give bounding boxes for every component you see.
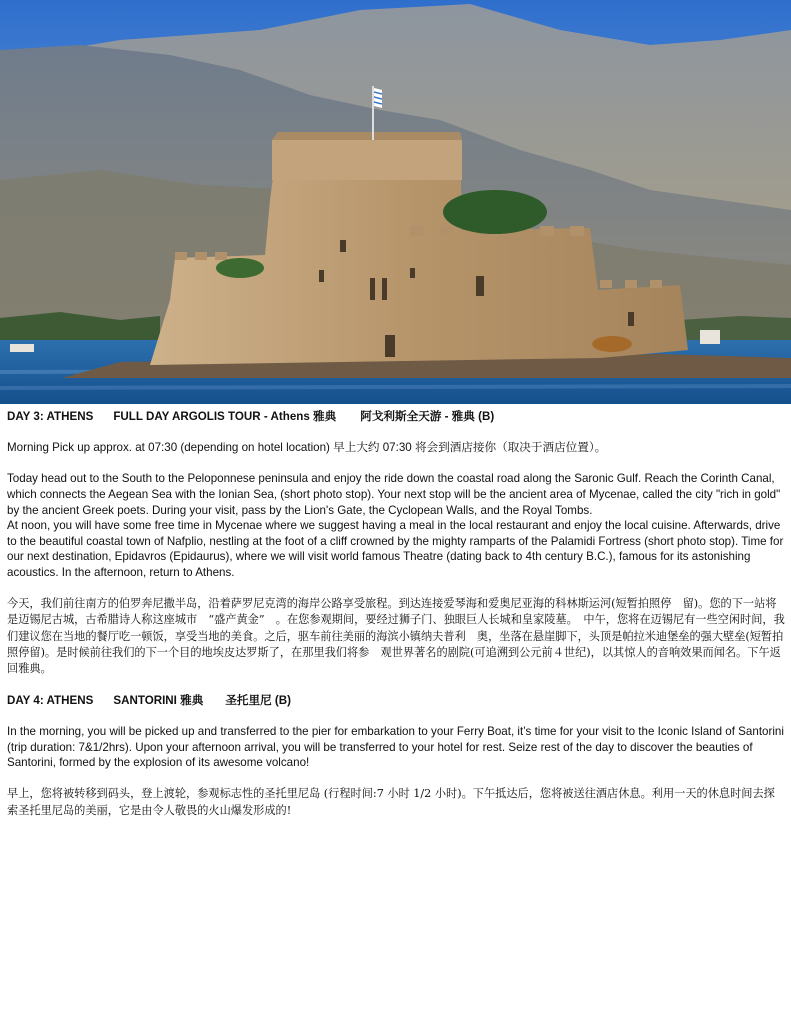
- day3-day: DAY 3: ATHENS: [7, 410, 94, 423]
- day3-paragraph-2: At noon, you will have some free time in Mycenae where we suggest having a meal in the local restaurant and enjoy the local cuisine. Afterwards, drive to the beautiful coastal town of Nafplio, nestling at the foot of a cliff crowned by the mighty ramparts of the Palamidi Fortress (short photo stop). Time for our next destination, Epidavros (Epidaurus), where we will visit world famous Theatre (dating back to 4th century B.C.), famous for its astonishing acoustics. In the afternoon, return to Athens.: [7, 519, 784, 579]
- flag-pole: [372, 86, 374, 140]
- day3-tour-zh: 阿戈利斯全天游 - 雅典 (B): [360, 410, 495, 423]
- day4-tour: SANTORINI 雅典: [113, 693, 204, 707]
- day3-pickup: Morning Pick up approx. at 07:30 (depending on hotel location) 早上大约 07:30 将会到酒店接你（取决于酒店位置）。: [7, 441, 607, 455]
- day4-heading: [7, 693, 785, 709]
- day4-tour-zh: 圣托里尼 (B): [225, 693, 292, 707]
- day3-tour: FULL DAY ARGOLIS TOUR - Athens 雅典: [113, 410, 337, 423]
- day3-paragraph-1: Today head out to the South to the Peloponnese peninsula and enjoy the ride down the coastal road along the Saronic Gulf. Reach the Corinth Canal, which connects the Aegean Sea with the Ionian Sea, (short photo stop). Your next stop will be the ancient area of Mycenae, called the city "rich in gold" by the ancient Greek poets. During your visit, pass by the Lion's Gate, the Cyclopean Walls, and the Royal Tombs.: [7, 472, 781, 517]
- day4-paragraph-zh: 早上，您将被转移到码头，登上渡轮，参观标志性的圣托里尼岛 (行程时间:7 小时 1/2 小时)。下午抵达后，您将被送往酒店休息。利用一天的休息时间去探索圣托里尼岛的美丽，它是由令人敬畏的火山爆发形成的!: [7, 787, 775, 817]
- itinerary-text: [7, 409, 785, 819]
- bourtzi-castle-illustration: [0, 0, 791, 404]
- hero-photo: [0, 0, 791, 404]
- day4-paragraph: In the morning, you will be picked up and transferred to the pier for embarkation to your Ferry Boat, it’s time for your visit to the Iconic Island of Santorini (trip duration: 7&1/2hrs). Upon your afternoon arrival, you will be transferred to your hotel for rest. Seize rest of the day to discover the beauties of Santorini, formed by the explosion of its awesome volcano!: [7, 724, 784, 770]
- day3-paragraph-zh: 今天，我们前往南方的伯罗奔尼撒半岛，沿着萨罗尼克湾的海岸公路享受旅程。到达连接爱琴海和爱奥尼亚海的科林斯运河(短暂拍照停 留)。您的下一站将是迈锡尼古城，古希腊诗人称这座城市 “盛产黄金” 。在您参观期间，要经过狮子门、独眼巨人长城和皇家陵墓。 中午，您将在迈锡尼有一些空闲时间，我们建议您在当地的餐厅吃一顿饭，享受当地的美食。之后，驱车前往美丽的海滨小镇纳夫普利 奥，坐落在悬崖脚下，头顶是帕拉米迪堡垒的强大壁垒(短暂拍照停留)。是时候前往我们的下一个目的地埃皮达罗斯了，在那里我们将参 观世界著名的剧院(可追溯到公元前４世纪)，以其惊人的音响效果而闻名。下午返回雅典。: [7, 597, 785, 675]
- day3-heading: [7, 409, 785, 425]
- day4-day: DAY 4: ATHENS: [7, 693, 94, 707]
